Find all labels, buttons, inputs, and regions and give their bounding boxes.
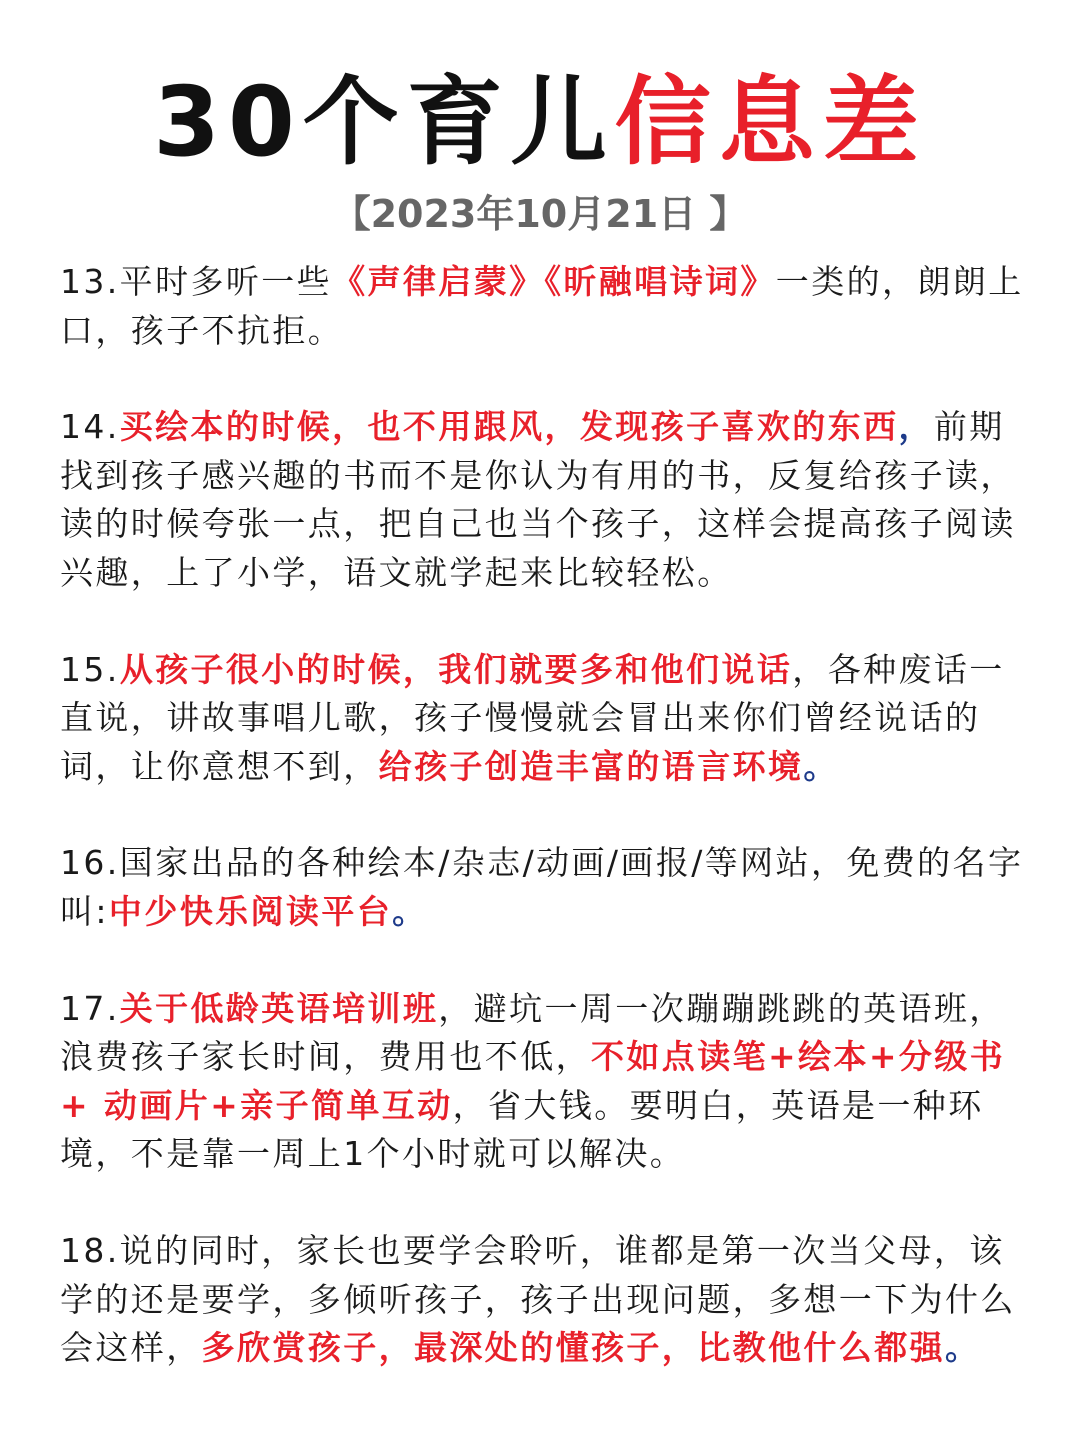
- tip-text: 16.国家出品的各种绘本/杂志/动画/画报/等网站，免费的名字叫:: [60, 843, 1024, 931]
- tip-highlight: 中少快乐阅读平台: [108, 891, 393, 931]
- tip-item-14: [60, 403, 1025, 597]
- tip-highlight: 买绘本的时候，也不用跟风，发现孩子喜欢的东西: [119, 407, 899, 447]
- tip-text: ，各种废话一直说，讲故事唱儿歌，孩子慢慢就会冒出来你们曾经说话的词，让你意想不到，: [60, 649, 1005, 786]
- tip-item-17: [60, 985, 1025, 1179]
- tip-highlight: 关于低龄英语培训班: [119, 988, 439, 1028]
- tip-text: 14.: [60, 407, 120, 447]
- date-label: 【2023年10月21日 】: [332, 192, 748, 236]
- tip-punctuation: 。: [392, 891, 428, 931]
- tips-list: [60, 258, 1025, 1421]
- title-red-part: 信息差: [614, 66, 927, 178]
- tip-text: ，省大钱。要明白，英语是一种环境，不是靠一周上1个小时就可以解决。: [60, 1085, 984, 1174]
- page-title: [0, 62, 1080, 182]
- tip-item-16: [60, 839, 1025, 936]
- tip-highlight: 不如点读笔+绘本+分级书+ 动画片+亲子简单互动: [60, 1037, 1006, 1125]
- title-black-part: 30个育儿: [153, 66, 615, 178]
- tip-text: 15.: [60, 649, 120, 689]
- tip-punctuation: 。: [945, 1328, 981, 1368]
- tip-text: 18.说的同时，家长也要学会聆听，谁都是第一次当父母，该学的还是要学，多倾听孩子，孩子出现问题，多想一下为什么会这样，: [60, 1230, 1016, 1368]
- tip-text: 17.: [60, 988, 120, 1028]
- tip-item-13: [60, 258, 1025, 355]
- tip-punctuation: ，: [898, 407, 934, 447]
- tip-text: 13.平时多听一些: [60, 262, 333, 301]
- tip-text: 前期找到孩子感兴趣的书而不是你认为有用的书，反复给孩子读，读的时候夸张一点，把自己也当个孩子，这样会提高孩子阅读兴趣，上了小学，语文就学起来比较轻松。: [60, 407, 1016, 592]
- tip-highlight: 给孩子创造丰富的语言环境: [378, 746, 804, 786]
- tip-highlight: 从孩子很小的时候，我们就要多和他们说话: [119, 649, 793, 689]
- tip-punctuation: 。: [803, 746, 839, 786]
- tip-highlight: 《声律启蒙》《昕融唱诗词》: [332, 262, 776, 301]
- tip-text: 一类的，朗朗上口，孩子不抗拒。: [60, 262, 1024, 350]
- tip-item-18: [60, 1227, 1025, 1373]
- tip-text: ，避坑一周一次蹦蹦跳跳的英语班，浪费孩子家长时间，费用也不低，: [60, 988, 1005, 1077]
- tip-item-15: [60, 646, 1025, 792]
- tip-highlight: 多欣赏孩子，最深处的懂孩子，比教他什么都强: [201, 1328, 946, 1368]
